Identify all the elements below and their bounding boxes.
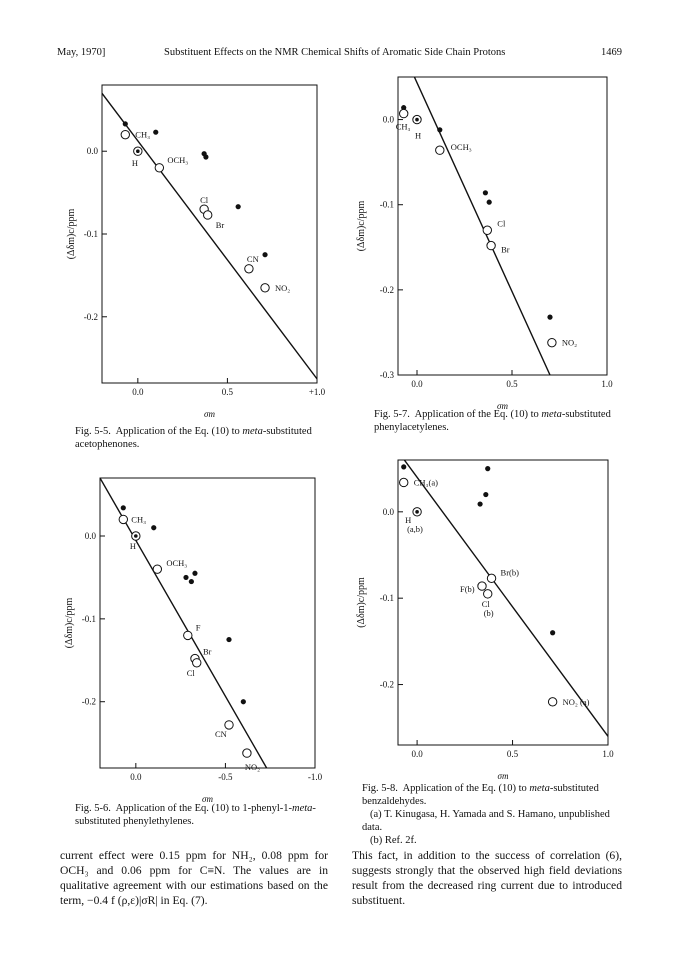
chart-fig-5-7 bbox=[350, 70, 620, 411]
point-label: H bbox=[131, 158, 138, 169]
y-tick-label: -0.3 bbox=[379, 370, 394, 380]
chart-fig-5-8 bbox=[350, 455, 620, 781]
caption-fig-5-7: Fig. 5-7. Application of the Eq. (10) to meta-substituted phenylacetylenes. bbox=[374, 409, 611, 433]
observed-point bbox=[401, 464, 406, 469]
correlation-line bbox=[398, 451, 608, 736]
point-label: NO₂ bbox=[561, 337, 578, 348]
point-label: CN bbox=[246, 253, 259, 264]
calculated-point-center bbox=[415, 510, 419, 514]
header-date: May, 1970] bbox=[57, 47, 106, 58]
calculated-point bbox=[261, 284, 269, 292]
x-tick-label: 1.0 bbox=[602, 749, 614, 759]
calculated-point bbox=[487, 574, 495, 582]
observed-point bbox=[153, 130, 158, 135]
x-axis-label: σm bbox=[202, 794, 213, 804]
point-label: Cl bbox=[481, 598, 490, 609]
x-tick-label: 0.0 bbox=[130, 772, 142, 782]
point-label: OCH₃ bbox=[167, 154, 189, 165]
observed-point bbox=[189, 579, 194, 584]
observed-point bbox=[262, 252, 267, 257]
observed-point bbox=[192, 571, 197, 576]
x-tick-label: 0.0 bbox=[411, 379, 423, 389]
calculated-point bbox=[548, 338, 556, 346]
x-tick-label: -1.0 bbox=[307, 772, 323, 782]
chart-fig-5-6 bbox=[58, 470, 323, 804]
point-label: H bbox=[415, 130, 422, 141]
calculated-point bbox=[548, 698, 556, 706]
x-tick-label: 0.5 bbox=[506, 379, 518, 389]
point-label: Br bbox=[202, 646, 212, 657]
y-tick-label: -0.1 bbox=[83, 229, 98, 239]
point-label: NO₂ bbox=[275, 282, 291, 293]
y-tick-label: 0.0 bbox=[84, 531, 96, 541]
chart-fig-5-5 bbox=[60, 85, 326, 419]
x-tick-label: 0.0 bbox=[411, 749, 423, 759]
point-label: Cl bbox=[200, 195, 209, 206]
observed-point bbox=[151, 525, 156, 530]
y-tick-label: -0.1 bbox=[81, 613, 96, 624]
calculated-point-center bbox=[415, 118, 419, 122]
y-tick-label: -0.1 bbox=[379, 593, 394, 604]
y-tick-label: -0.2 bbox=[379, 284, 394, 295]
point-label: Cl bbox=[186, 667, 195, 678]
observed-point bbox=[226, 637, 231, 642]
observed-point bbox=[487, 200, 492, 205]
correlation-line bbox=[411, 70, 550, 375]
body-text-left: current effect were 0.15 ppm for NH₂, 0.08 ppm for OCH₃ and 0.06 ppm for C≡N. The values are in qualitative agreement with our estimations based on the term, −0.4 f (ρ,ε)|σR| in Eq. (7). bbox=[60, 849, 328, 907]
observed-point bbox=[437, 127, 442, 132]
point-label: CH₃ bbox=[395, 121, 411, 132]
point-label: CH₃(a) bbox=[413, 477, 438, 488]
calculated-point bbox=[153, 565, 161, 573]
y-tick-label: 0.0 bbox=[86, 146, 98, 157]
y-axis-label: (Δδm)c/ppm bbox=[64, 597, 75, 649]
point-label: OCH₃ bbox=[166, 558, 188, 569]
x-tick-label: 0.0 bbox=[132, 387, 144, 397]
x-tick-label: +1.0 bbox=[308, 387, 326, 397]
caption-fig-5-8: Fig. 5-8. Application of the Eq. (10) to meta-substituted benzaldehydes. (a) T. Kinugasa, H. Yamada and S. Hamano, unpublished data. (b) Ref. 2f. bbox=[362, 783, 610, 846]
x-tick-label: 0.5 bbox=[506, 749, 519, 759]
calculated-point-center bbox=[134, 534, 138, 538]
calculated-point bbox=[119, 515, 127, 523]
calculated-point bbox=[484, 590, 492, 598]
point-label: Br bbox=[501, 244, 510, 255]
point-label: CH₃ bbox=[131, 514, 147, 525]
observed-point bbox=[483, 492, 488, 497]
observed-point bbox=[485, 466, 490, 471]
observed-point bbox=[241, 699, 246, 704]
calculated-point bbox=[483, 226, 491, 234]
calculated-point bbox=[243, 749, 251, 757]
observed-point bbox=[547, 315, 552, 320]
point-label: CH₃ bbox=[135, 129, 151, 140]
point-label-note: (a,b) bbox=[407, 523, 423, 534]
point-label: CN bbox=[215, 728, 227, 739]
y-tick-label: 0.0 bbox=[382, 114, 394, 125]
body-text-right: This fact, in addition to the success of correlation (6), suggests strongly that the observed high field deviations result from the decreased ring current due to introduced substituent. bbox=[352, 849, 622, 907]
calculated-point bbox=[184, 631, 192, 639]
y-tick-label: -0.2 bbox=[81, 696, 96, 707]
point-label: NO₂ bbox=[244, 762, 261, 773]
x-axis-label: σm bbox=[497, 771, 509, 781]
x-tick-label: 0.5 bbox=[221, 387, 234, 397]
header-page-number: 1469 bbox=[601, 47, 622, 58]
caption-fig-5-6: Fig. 5-6. Application of the Eq. (10) to 1-phenyl-1-meta-substituted phenylethylenes. bbox=[75, 803, 316, 827]
calculated-point bbox=[225, 721, 233, 729]
calculated-point bbox=[487, 241, 495, 249]
observed-point bbox=[123, 121, 128, 126]
calculated-point bbox=[121, 130, 129, 138]
calculated-point bbox=[193, 659, 201, 667]
calculated-point bbox=[478, 582, 486, 590]
observed-point bbox=[183, 575, 188, 580]
caption-note-a: (a) T. Kinugasa, H. Yamada and S. Hamano, unpublished data. bbox=[362, 809, 610, 833]
observed-point bbox=[483, 190, 488, 195]
point-label: H bbox=[405, 514, 412, 525]
observed-point bbox=[477, 501, 482, 506]
y-axis-label: (Δδm)c/ppm bbox=[66, 208, 77, 260]
calculated-point bbox=[155, 164, 163, 172]
calculated-point bbox=[400, 478, 408, 486]
point-label: F(b) bbox=[460, 584, 475, 595]
point-label: F bbox=[195, 622, 201, 633]
x-axis-label: σm bbox=[204, 409, 215, 419]
y-tick-label: -0.2 bbox=[379, 679, 394, 690]
observed-point bbox=[550, 630, 555, 635]
calculated-point bbox=[204, 211, 212, 219]
calculated-point bbox=[245, 265, 253, 273]
x-tick-label: -0.5 bbox=[218, 772, 233, 782]
observed-point bbox=[203, 154, 208, 159]
y-axis-label: (Δδm)c/ppm bbox=[356, 577, 367, 628]
y-tick-label: -0.2 bbox=[83, 311, 98, 322]
observed-point bbox=[121, 505, 126, 510]
point-label: H bbox=[129, 541, 136, 551]
point-label: NO₂ (a) bbox=[562, 696, 590, 707]
x-axis-label: σm bbox=[497, 401, 508, 411]
point-label: Br(b) bbox=[500, 567, 519, 578]
header-title: Substituent Effects on the NMR Chemical Shifts of Aromatic Side Chain Protons bbox=[164, 47, 506, 58]
point-label: Br bbox=[215, 219, 225, 230]
y-tick-label: 0.0 bbox=[382, 506, 394, 517]
point-label: Cl bbox=[497, 218, 506, 229]
point-label: OCH₃ bbox=[450, 142, 472, 153]
correlation-line bbox=[102, 93, 317, 379]
y-tick-label: -0.1 bbox=[379, 199, 394, 210]
calculated-point bbox=[436, 146, 444, 154]
observed-point bbox=[236, 204, 241, 209]
calculated-point bbox=[400, 109, 408, 117]
caption-note-b: (b) Ref. 2f. bbox=[370, 835, 417, 846]
caption-fig-5-5: Fig. 5-5. Application of the Eq. (10) to meta-substituted acetophenones. bbox=[75, 426, 312, 450]
y-axis-label: (Δδm)c/ppm bbox=[356, 200, 367, 252]
calculated-point-center bbox=[136, 149, 140, 153]
point-label-note: (b) bbox=[483, 607, 494, 618]
x-tick-label: 1.0 bbox=[601, 379, 613, 389]
plot-frame bbox=[102, 85, 317, 383]
